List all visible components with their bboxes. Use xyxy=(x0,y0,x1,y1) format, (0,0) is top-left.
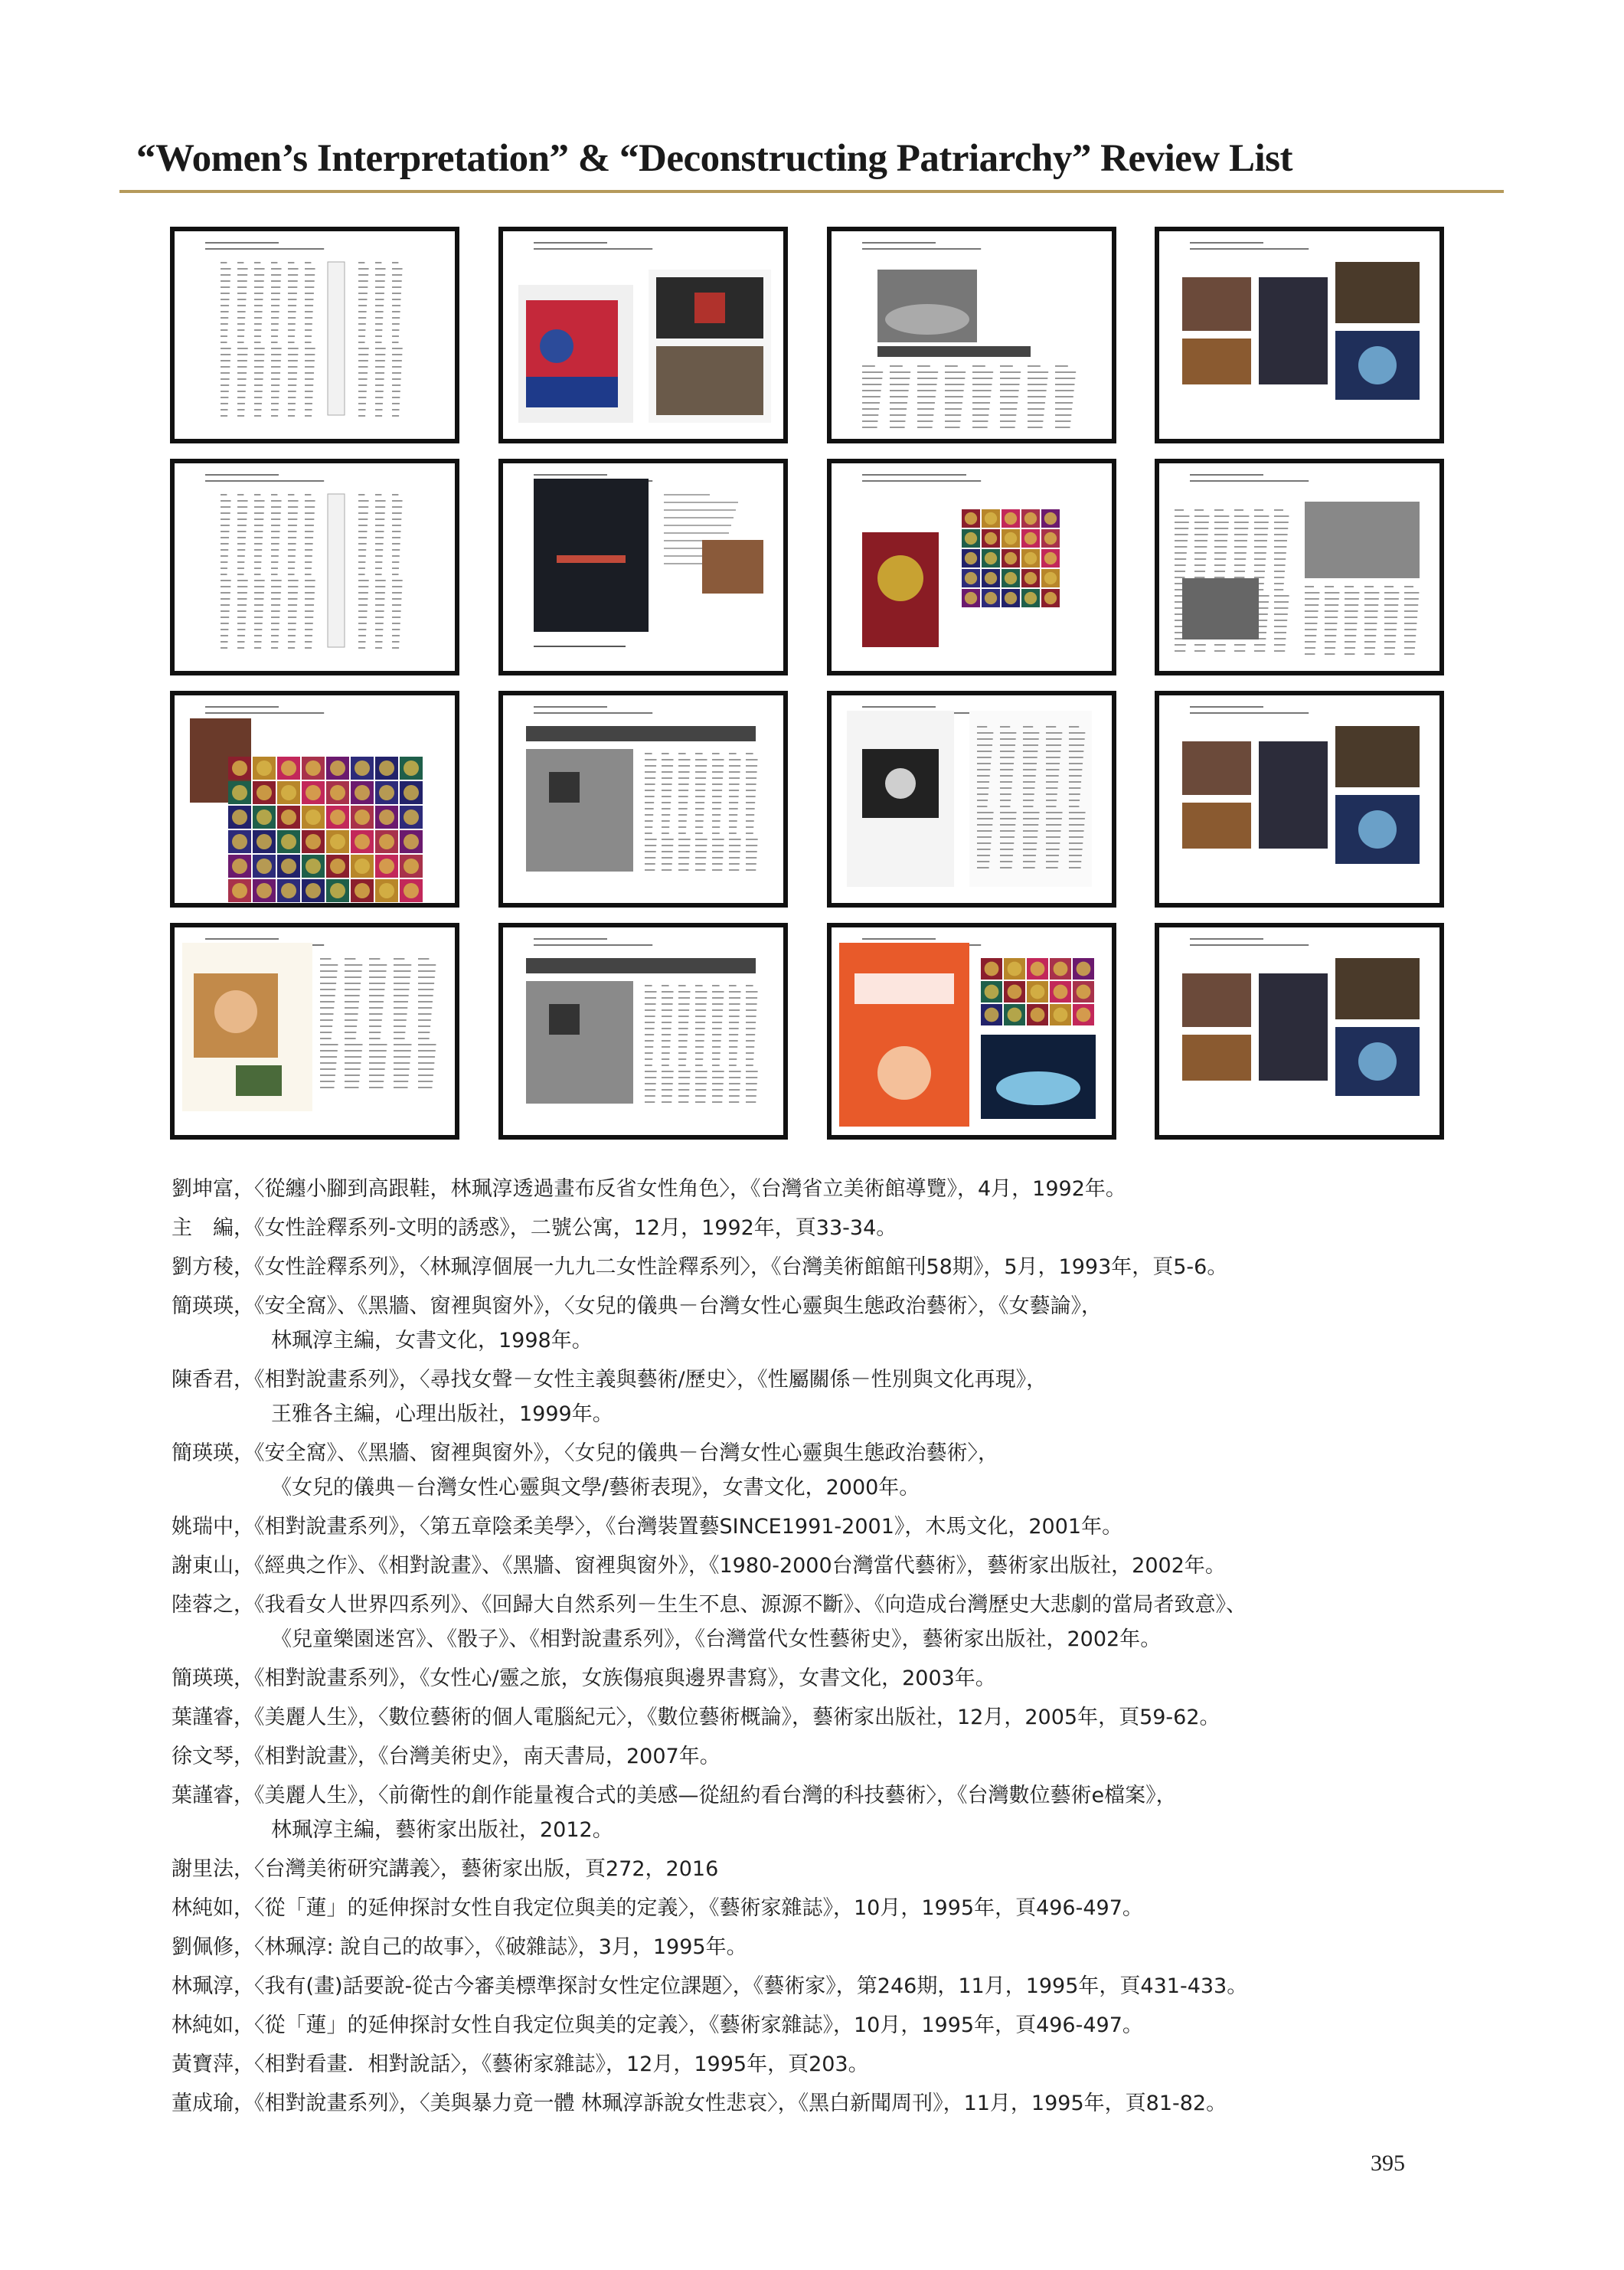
thumbnail-image xyxy=(832,927,1112,1135)
reference-continuation: 《女兒的儀典－台灣女性心靈與文學/藝術表現》，女書文化，2000年。 xyxy=(271,1476,920,1500)
review-thumbnail xyxy=(827,227,1116,443)
page-title: “Women’s Interpretation” & “Deconstructing Patriarchy” Review List xyxy=(136,137,1292,180)
reference-list xyxy=(172,1172,1473,2125)
thumbnail-image xyxy=(832,463,1112,671)
reference-entry xyxy=(172,1778,1473,1847)
reference-line: 謝里法，〈台灣美術研究講義〉，藝術家出版，頁272，2016 xyxy=(172,1857,719,1881)
reference-entry xyxy=(172,1436,1473,1505)
reference-entry xyxy=(172,1250,1473,1284)
reference-entry xyxy=(172,1211,1473,1245)
review-thumbnail xyxy=(827,923,1116,1140)
review-thumbnail xyxy=(170,227,459,443)
reference-entry xyxy=(172,2086,1473,2121)
thumbnail-image xyxy=(1159,463,1439,671)
reference-line: 董成瑜，《相對說畫系列》，〈美與暴力竟一體 林珮淳訴說女性悲哀〉，《黑白新聞周刊》，11月，1995年，頁81-82。 xyxy=(172,2092,1227,2115)
reference-line: 林純如，〈從「蓮」的延伸探討女性自我定位與美的定義〉，《藝術家雜誌》，10月，1995年，頁496-497。 xyxy=(172,2013,1143,2037)
reference-line: 陸蓉之，《我看女人世界四系列》、《回歸大自然系列－生生不息、源源不斷》、《向造成台灣歷史大悲劇的當局者致意》、 xyxy=(172,1593,1247,1617)
reference-line: 葉謹睿，《美麗人生》，〈前衛性的創作能量複合式的美感—從紐約看台灣的科技藝術〉，《台灣數位藝術e檔案》， xyxy=(172,1784,1177,1807)
review-thumbnail xyxy=(1155,227,1444,443)
reference-entry xyxy=(172,1930,1473,1964)
reference-line: 徐文琴，《相對說畫》，《台灣美術史》，南天書局，2007年。 xyxy=(172,1745,721,1768)
thumbnail-image xyxy=(503,231,783,439)
thumbnail-grid xyxy=(170,227,1464,1149)
reference-entry xyxy=(172,1362,1473,1431)
reference-entry xyxy=(172,2008,1473,2043)
review-thumbnail xyxy=(827,459,1116,675)
reference-continuation: 林珮淳主編，女書文化，1998年。 xyxy=(271,1329,593,1353)
reference-line: 劉佩修，〈林珮淳: 說自己的故事〉，《破雜誌》，3月，1995年。 xyxy=(172,1935,747,1959)
reference-entry xyxy=(172,1852,1473,1886)
reference-line: 主 編，《女性詮釋系列-文明的誘惑》，二號公寓，12月，1992年，頁33-34。 xyxy=(172,1216,897,1240)
reference-entry xyxy=(172,1549,1473,1583)
thumbnail-image xyxy=(503,927,783,1135)
reference-entry xyxy=(172,1661,1473,1696)
reference-line: 謝東山，《經典之作》、《相對說畫》、《黑牆、窗裡與窗外》，《1980-2000台灣當代藝術》，藝術家出版社，2002年。 xyxy=(172,1554,1226,1578)
reference-line: 黃寶萍，〈相對看畫．相對說話〉，《藝術家雜誌》，12月，1995年，頁203。 xyxy=(172,2052,869,2076)
reference-continuation: 林珮淳主編，藝術家出版社，2012。 xyxy=(271,1818,613,1842)
reference-line: 葉謹睿，《美麗人生》，〈數位藝術的個人電腦紀元〉，《數位藝術概論》，藝術家出版社，12月，2005年，頁59-62。 xyxy=(172,1706,1220,1729)
reference-entry xyxy=(172,1969,1473,2003)
reference-line: 劉坤富，〈從纏小腳到高跟鞋，林珮淳透過畫布反省女性角色〉，《台灣省立美術館導覽》，4月，1992年。 xyxy=(172,1177,1126,1201)
thumbnail-image xyxy=(175,463,455,671)
reference-entry xyxy=(172,1891,1473,1925)
reference-line: 簡瑛瑛，《安全窩》、《黑牆、窗裡與窗外》，〈女兒的儀典－台灣女性心靈與生態政治藝術〉， xyxy=(172,1441,998,1465)
reference-entry xyxy=(172,1289,1473,1358)
reference-line: 簡瑛瑛，《相對說畫系列》，《女性心/靈之旅，女族傷痕與邊界書寫》，女書文化，2003年。 xyxy=(172,1667,996,1690)
thumbnail-image xyxy=(832,695,1112,903)
review-thumbnail xyxy=(498,227,788,443)
review-thumbnail xyxy=(1155,923,1444,1140)
page-number: 395 xyxy=(1371,2151,1405,2176)
review-thumbnail xyxy=(170,923,459,1140)
reference-line: 林純如，〈從「蓮」的延伸探討女性自我定位與美的定義〉，《藝術家雜誌》，10月，1995年，頁496-497。 xyxy=(172,1896,1143,1920)
thumbnail-image xyxy=(832,231,1112,439)
reference-line: 劉方稜，《女性詮釋系列》，〈林珮淳個展一九九二女性詮釋系列〉，《台灣美術館館刊58期》，5月，1993年，頁5-6。 xyxy=(172,1255,1228,1279)
thumbnail-image xyxy=(1159,927,1439,1135)
review-thumbnail xyxy=(498,923,788,1140)
review-thumbnail xyxy=(170,459,459,675)
review-thumbnail xyxy=(1155,691,1444,908)
reference-continuation: 《兒童樂園迷宮》、《骰子》、《相對說畫系列》，《台灣當代女性藝術史》，藝術家出版社，2002年。 xyxy=(271,1627,1162,1651)
reference-entry xyxy=(172,2047,1473,2082)
reference-line: 陳香君，《相對說畫系列》，〈尋找女聲－女性主義與藝術/歷史〉，《性屬關係－性別與文化再現》， xyxy=(172,1368,1047,1392)
review-thumbnail xyxy=(170,691,459,908)
review-thumbnail xyxy=(498,459,788,675)
reference-entry xyxy=(172,1510,1473,1544)
thumbnail-image xyxy=(175,927,455,1135)
reference-line: 林珮淳，〈我有(畫)話要說-從古今審美標準探討女性定位課題〉，《藝術家》，第246期，11月，1995年，頁431-433。 xyxy=(172,1974,1248,1998)
thumbnail-image xyxy=(503,695,783,903)
reference-line: 簡瑛瑛，《安全窩》、《黑牆、窗裡與窗外》，〈女兒的儀典－台灣女性心靈與生態政治藝術〉，《女藝論》， xyxy=(172,1294,1102,1318)
reference-entry xyxy=(172,1739,1473,1774)
reference-line: 姚瑞中，《相對說畫系列》，〈第五章陰柔美學〉，《台灣裝置藝SINCE1991-2001》，木馬文化，2001年。 xyxy=(172,1515,1123,1539)
reference-continuation: 王雅各主編，心理出版社，1999年。 xyxy=(271,1402,613,1426)
thumbnail-image xyxy=(503,463,783,671)
review-thumbnail xyxy=(827,691,1116,908)
thumbnail-image xyxy=(1159,695,1439,903)
reference-entry xyxy=(172,1588,1473,1657)
thumbnail-image xyxy=(175,695,455,903)
review-thumbnail xyxy=(498,691,788,908)
title-rule xyxy=(119,190,1504,193)
review-thumbnail xyxy=(1155,459,1444,675)
thumbnail-image xyxy=(175,231,455,439)
reference-entry xyxy=(172,1700,1473,1735)
reference-entry xyxy=(172,1172,1473,1206)
thumbnail-image xyxy=(1159,231,1439,439)
